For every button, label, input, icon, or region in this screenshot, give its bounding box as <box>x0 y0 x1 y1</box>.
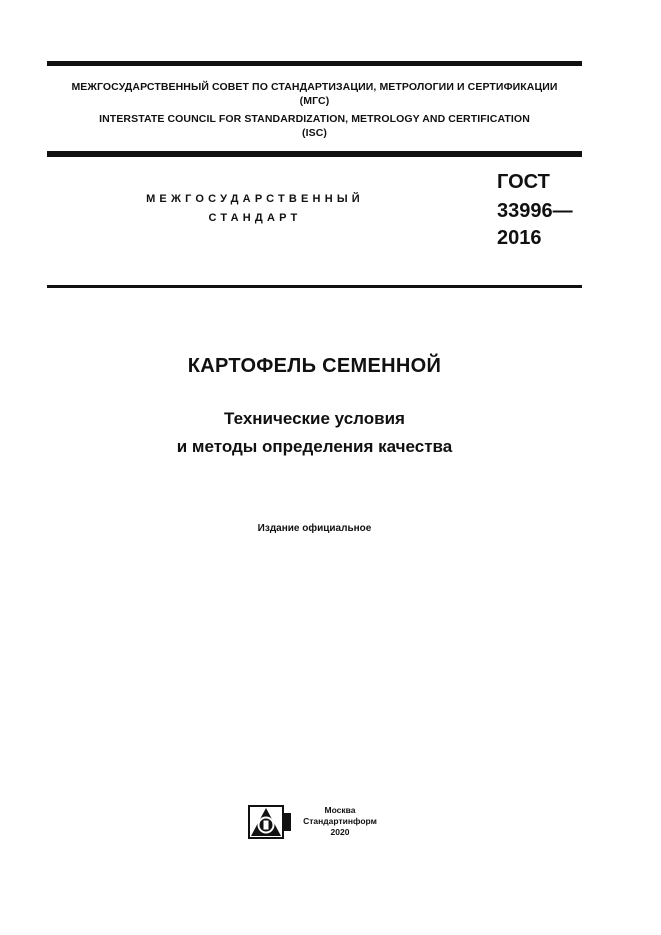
publisher-name: Стандартинформ <box>303 816 377 826</box>
council-en-block <box>47 112 582 140</box>
standard-type-line2: СТАНДАРТ <box>208 212 302 224</box>
edition-label: Издание официальное <box>257 523 372 534</box>
council-ru-abbr: (МГС) <box>299 95 330 107</box>
gost-year: 2016 <box>497 227 542 249</box>
gost-label: ГОСТ <box>497 171 550 193</box>
council-en-name: INTERSTATE COUNCIL FOR STANDARDIZATION, METROLOGY AND CERTIFICATION <box>99 113 530 125</box>
council-en-abbr: (ISC) <box>302 127 327 139</box>
council-ru-block <box>47 80 582 108</box>
publisher-year: 2020 <box>330 827 350 837</box>
publisher-city: Москва <box>324 805 356 815</box>
standartinform-logo-icon <box>248 805 292 839</box>
document-subtitle-line1: Технические условия <box>224 409 405 428</box>
document-subtitle-line2: и методы определения качества <box>176 437 453 456</box>
bottom-rule <box>47 285 582 288</box>
top-rule <box>47 61 582 66</box>
council-ru-name: МЕЖГОСУДАРСТВЕННЫЙ СОВЕТ ПО СТАНДАРТИЗАЦИИ, МЕТРОЛОГИИ И СЕРТИФИКАЦИИ <box>71 81 558 93</box>
gost-number: 33996— <box>497 200 573 222</box>
document-title: КАРТОФЕЛЬ СЕМЕННОЙ <box>187 355 442 377</box>
standard-type-line1: МЕЖГОСУДАРСТВЕННЫЙ <box>146 193 364 205</box>
middle-rule <box>47 151 582 157</box>
